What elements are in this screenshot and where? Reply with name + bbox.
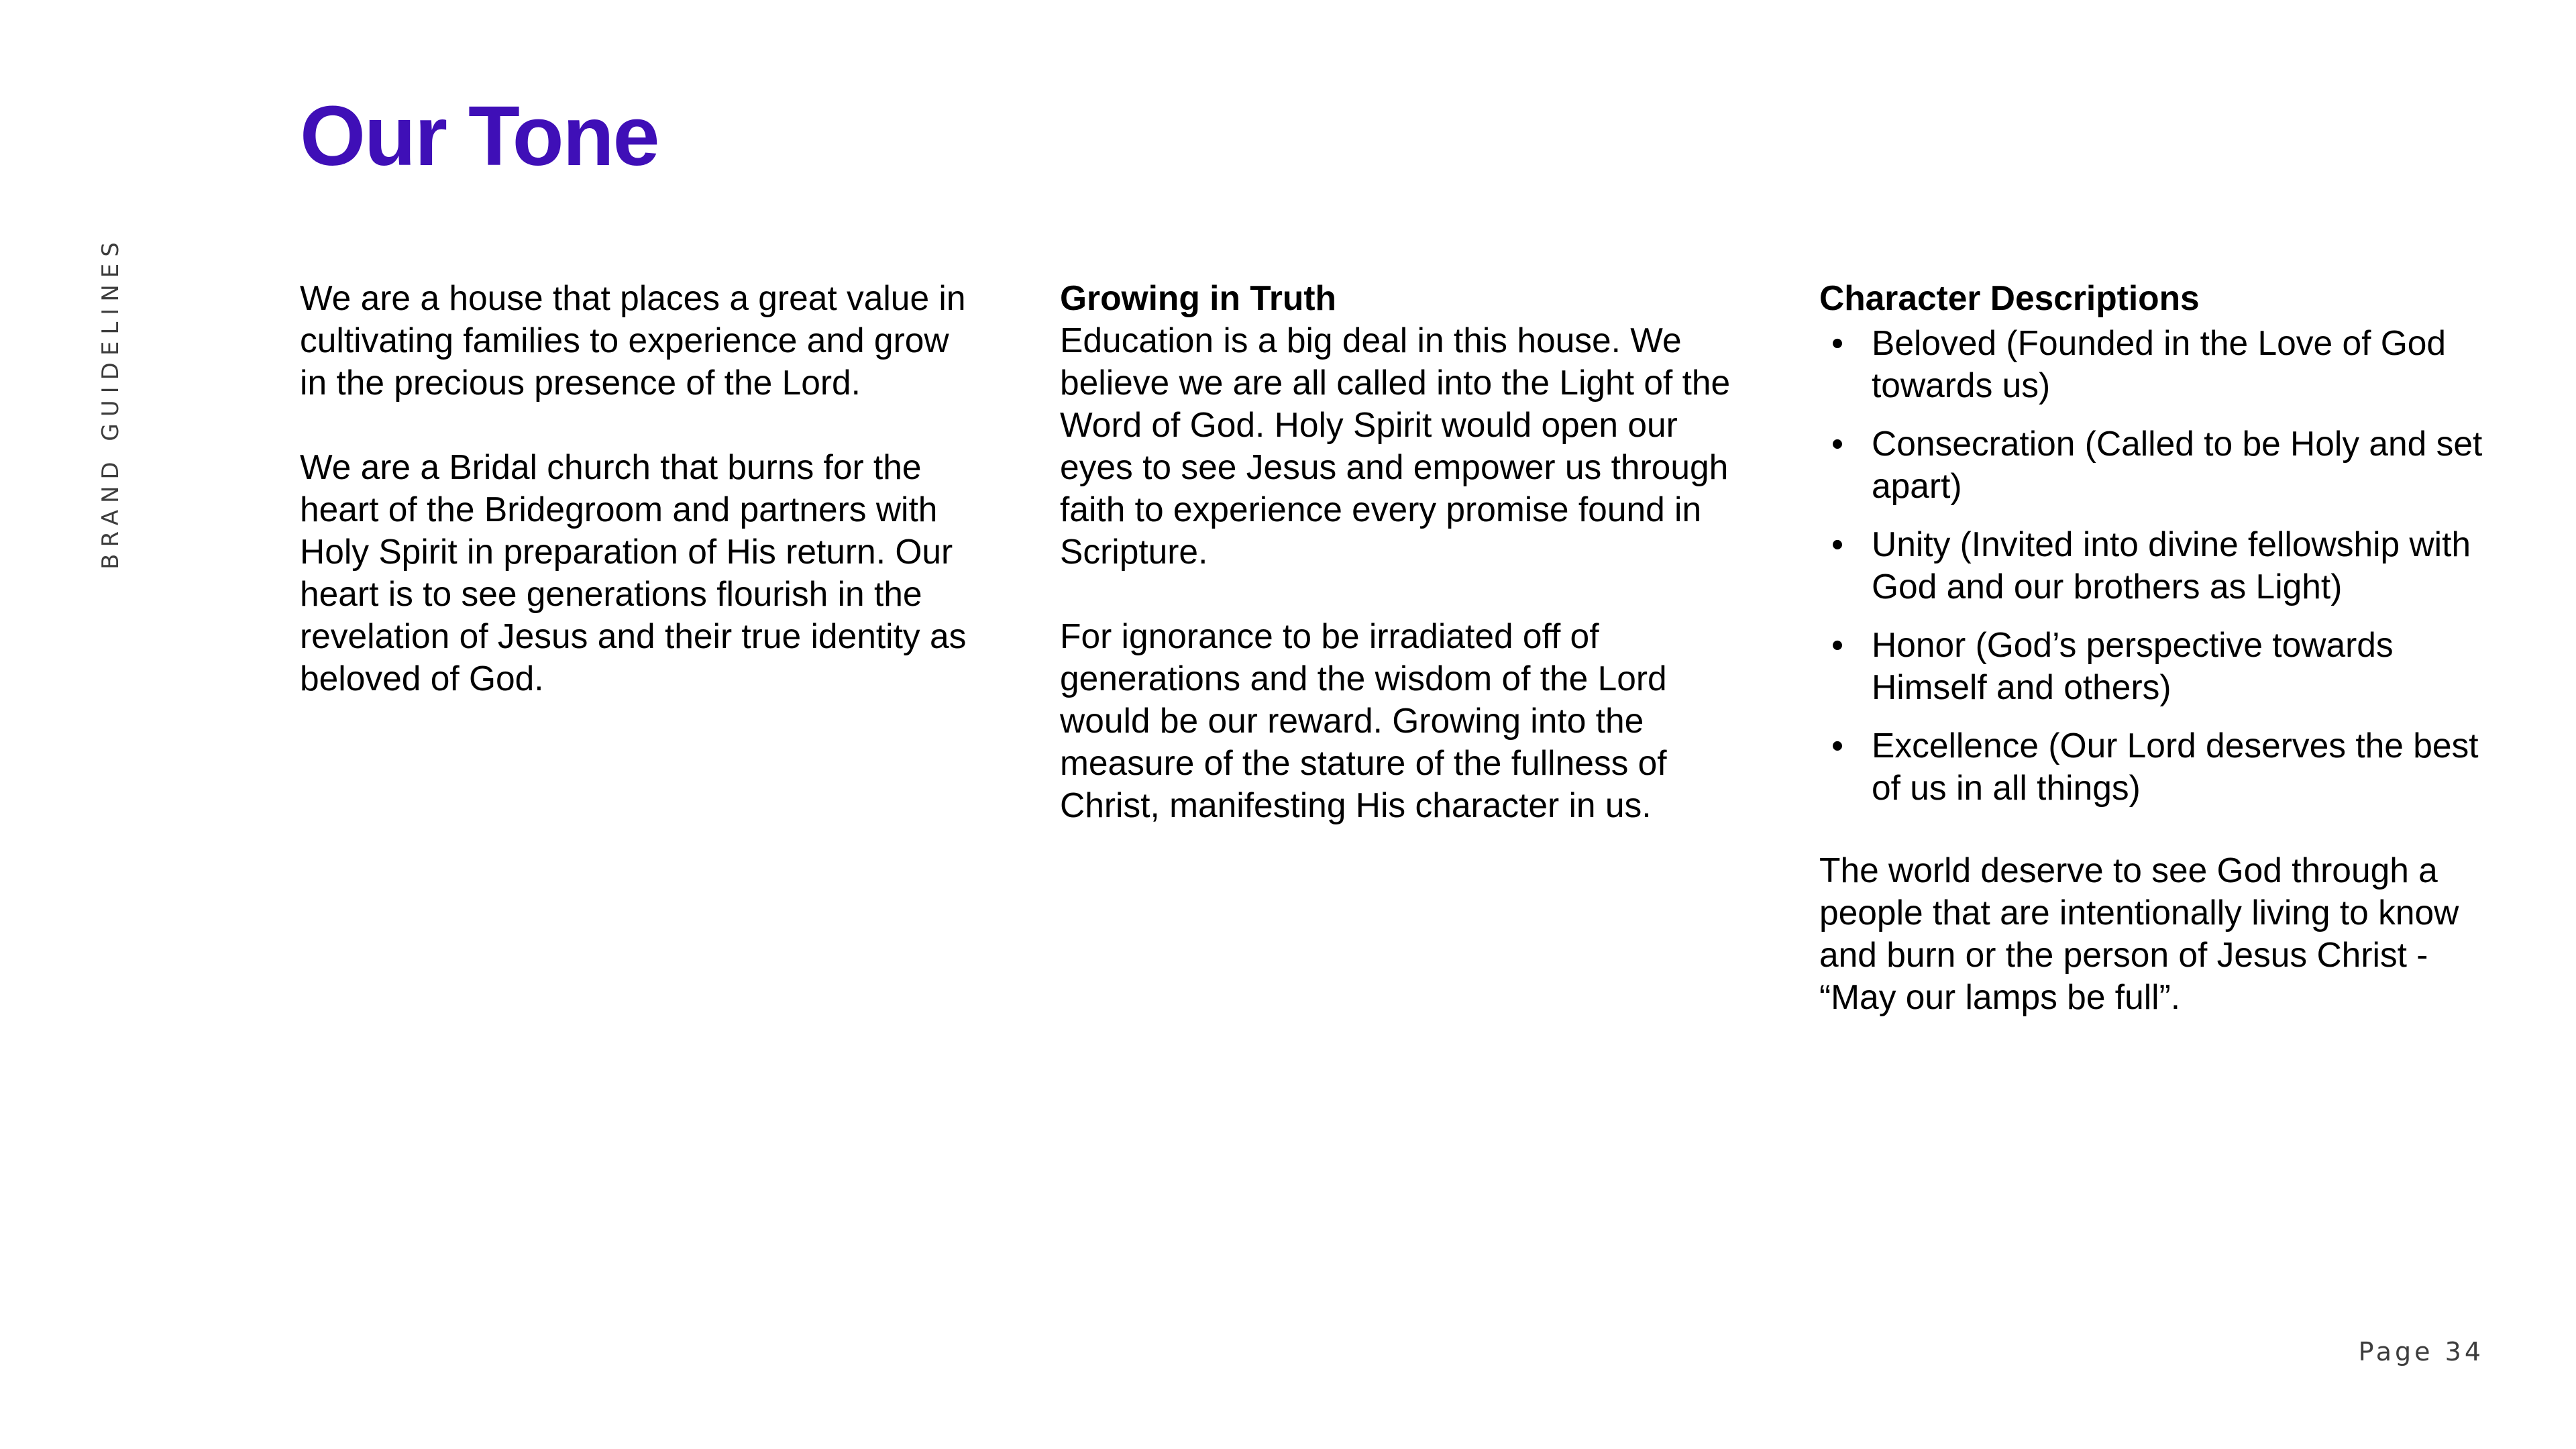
growing-in-truth-column (1060, 277, 1744, 826)
character-item-consecration (1819, 423, 2504, 507)
growing-in-truth-paragraph-2: For ignorance to be irradiated off of generations and the wisdom of the Lord would be our reward. Growing into the measure of the stature of the fullness of Christ, manifesting His character in us. (1060, 616, 1667, 824)
character-descriptions-heading: Character Descriptions (1819, 278, 2200, 317)
bullet-icon: • (1831, 625, 1844, 664)
bullet-icon: • (1831, 323, 1844, 362)
page-title: Our Tone (300, 89, 659, 183)
character-item-text: Excellence (Our Lord deserves the best of us in all things) (1872, 726, 2479, 807)
character-item-beloved (1819, 322, 2504, 407)
page-number: Page 34 (2358, 1337, 2484, 1366)
character-item-excellence (1819, 724, 2504, 809)
closing-paragraph: The world deserve to see God through a people that are intentionally living to know and burn or the person of Jesus Christ - “May our lamps be full”. (1819, 851, 2459, 1016)
character-item-honor (1819, 624, 2504, 708)
bullet-icon: • (1831, 525, 1844, 564)
side-label-brand-guidelines: BRAND GUIDELINES (97, 235, 124, 570)
character-descriptions-column (1819, 277, 2504, 1018)
bullet-icon: • (1831, 424, 1844, 463)
character-item-text: Honor (God’s perspective towards Himself and others) (1872, 625, 2394, 706)
intro-paragraph-2: We are a Bridal church that burns for the heart of the Bridegroom and partners with Holy Spirit in preparation of His return. Our heart is to see generations flourish in the revelation of Jesus and their true identity as beloved of God. (300, 447, 967, 698)
character-list (1819, 322, 2504, 809)
intro-paragraph-1: We are a house that places a great value in cultivating families to experience and grow in the precious presence of the Lord. (300, 278, 966, 402)
intro-column (300, 277, 977, 700)
bullet-icon: • (1831, 726, 1844, 765)
growing-in-truth-paragraph-1: Education is a big deal in this house. We believe we are all called into the Light of the Word of God. Holy Spirit would open our eyes to see Jesus and empower us through faith to experience every promise found in Scripture. (1060, 321, 1731, 571)
character-item-unity (1819, 523, 2504, 608)
growing-in-truth-heading: Growing in Truth (1060, 278, 1336, 317)
character-item-text: Unity (Invited into divine fellowship with God and our brothers as Light) (1872, 525, 2471, 606)
character-item-text: Consecration (Called to be Holy and set apart) (1872, 424, 2483, 505)
character-item-text: Beloved (Founded in the Love of God towards us) (1872, 323, 2447, 405)
